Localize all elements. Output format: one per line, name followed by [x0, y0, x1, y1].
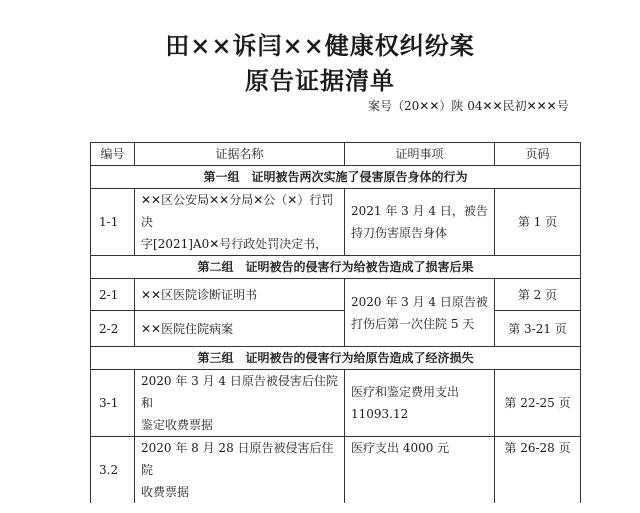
header-id: 编号: [91, 143, 135, 166]
document-subtitle: 原告证据清单: [245, 66, 395, 95]
case-number: 案号（20✕✕）陕 04✕✕民初✕✕✕号: [368, 99, 569, 113]
evidence-fact: [345, 279, 495, 347]
table-row: [91, 437, 581, 504]
evidence-fact-line: 2021 年 3 月 4 日，被告: [351, 204, 488, 218]
evidence-id: 3.2: [91, 437, 135, 504]
evidence-page: 第 26-28 页: [495, 437, 581, 504]
group-row-2: [91, 256, 581, 279]
evidence-name: [135, 437, 345, 504]
evidence-id: 1-1: [91, 189, 135, 256]
evidence-name: ✕✕医院住院病案: [135, 311, 345, 347]
header-name: 证据名称: [135, 143, 345, 166]
header-fact: 证明事项: [345, 143, 495, 166]
evidence-fact-line: 11093.12: [351, 407, 409, 421]
evidence-fact-line: 2020 年 3 月 4 日原告被: [351, 294, 488, 309]
group-row-3: [91, 347, 581, 370]
header-page: 页码: [495, 143, 581, 166]
evidence-id: 2-2: [91, 311, 135, 347]
evidence-page: 第 22-25 页: [495, 370, 581, 437]
evidence-name-line: 收费票据: [141, 485, 190, 499]
evidence-page: 第 1 页: [495, 189, 581, 256]
evidence-name-line: 字[2021]A0✕号行政处罚决定书，: [141, 237, 328, 251]
group-2-label: 第二组 证明被告的侵害行为给被告造成了损害后果: [91, 256, 581, 279]
evidence-fact: [345, 437, 495, 504]
evidence-name: [135, 370, 345, 437]
evidence-table: [90, 142, 581, 503]
evidence-name-line: ✕✕区公安局✕✕分局✕公（✕）行罚决: [141, 193, 334, 229]
evidence-fact-line: 持刀伤害原告身体: [351, 226, 448, 240]
table-row: [91, 370, 581, 437]
document-title: 田××诉闫××健康权纠纷案: [165, 31, 475, 60]
evidence-page: 第 3-21 页: [495, 311, 581, 347]
table-header-row: [91, 143, 581, 166]
evidence-page: 第 2 页: [495, 279, 581, 311]
group-row-1: [91, 166, 581, 189]
table-row: [91, 279, 581, 311]
evidence-name-line: 2020 年 8 月 28 日原告被侵害后住院: [141, 441, 334, 477]
evidence-name-line: 鉴定收费票据: [141, 418, 214, 432]
evidence-fact: [345, 370, 495, 437]
evidence-fact-line: 医疗和鉴定费用支出: [351, 385, 460, 399]
evidence-id: 3-1: [91, 370, 135, 437]
evidence-fact: [345, 189, 495, 256]
group-1-label: 第一组 证明被告两次实施了侵害原告身体的行为: [91, 166, 581, 189]
table-row: [91, 311, 581, 347]
evidence-fact-line: 医疗支出 4000 元: [351, 441, 450, 455]
table-row: [91, 189, 581, 256]
evidence-id: 2-1: [91, 279, 135, 311]
evidence-name: [135, 189, 345, 256]
evidence-name-line: 2020 年 3 月 4 日原告被侵害后住院和: [141, 374, 338, 410]
evidence-fact-line: 打伤后第一次住院 5 天: [351, 316, 475, 331]
evidence-name: ✕✕区医院诊断证明书: [135, 279, 345, 311]
group-3-label: 第三组 证明被告的侵害行为给原告造成了经济损失: [91, 347, 581, 370]
